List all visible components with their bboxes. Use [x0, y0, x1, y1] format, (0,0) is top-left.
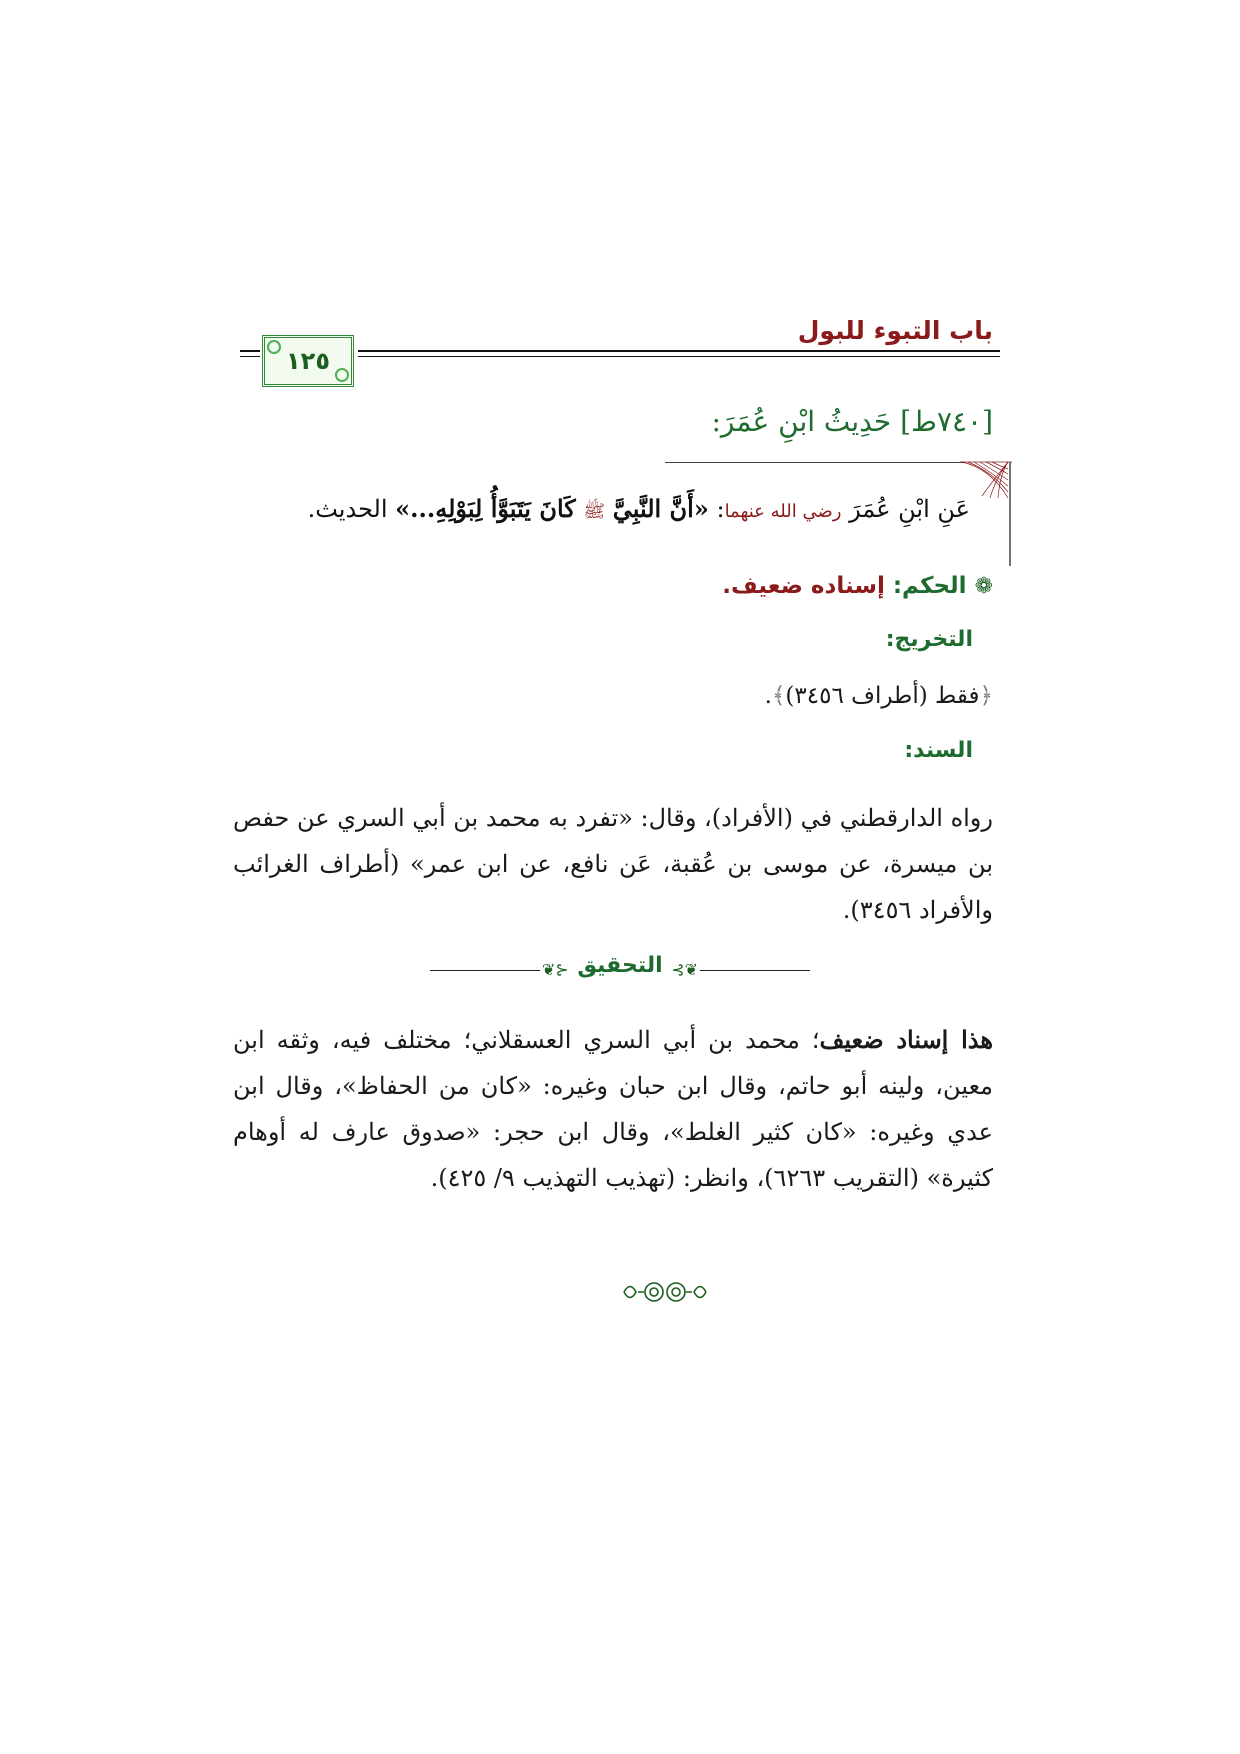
- hadith-text: [308, 494, 970, 526]
- end-ornament-icon: [620, 1277, 710, 1307]
- divider-ornament-left-icon: ⊰❦: [542, 960, 569, 979]
- divider-ornament-right-icon: ❦⊱: [671, 960, 698, 979]
- heading-rule: [665, 462, 965, 463]
- ruling-line: [722, 573, 993, 599]
- tahqiq-body: ؛ محمد بن أبي السري العسقلاني؛ مختلف فيه، وثقه ابن معين، ولينه أبو حاتم، وقال ابن حبان وغيره: «كان من الحفاظ»، وقال ابن عدي وغيره: «كان كثير الغلط»، وقال ابن حجر: «صدوق عارف له أوهام كثيرة» (التقريب ٦٢٦٣)، وانظر: (تهذيب التهذيب ٩/ ٤٢٥).: [233, 1026, 993, 1192]
- takhrij-suffix: .: [764, 683, 772, 709]
- tahqiq-title: التحقيق: [577, 953, 663, 978]
- radiya-allah-glyph: رضي الله عنهما: [724, 501, 842, 522]
- header-rule-left: [240, 350, 260, 352]
- hadith-suffix: الحديث.: [307, 495, 396, 523]
- ruling-value: إسناده ضعيف.: [722, 573, 885, 599]
- page-number-frame: [262, 335, 354, 387]
- bracket-open: ﴿: [979, 683, 993, 709]
- hadith-quote-part2: كَانَ يَتَبَوَّأُ لِبَوْلِهِ...»: [395, 494, 576, 523]
- hadith-heading: [٧٤٠ط] حَدِيثُ ابْنِ عُمَرَ:: [711, 405, 993, 438]
- header-rule-right-2: [358, 356, 1000, 357]
- takhrij-body: فقط (أطراف ٣٤٥٦): [785, 683, 980, 709]
- header-rule-left-2: [240, 356, 260, 357]
- header-rule-right: [358, 350, 1000, 352]
- sanad-paragraph: رواه الدارقطني في (الأفراد)، وقال: «تفرد به محمد بن أبي السري عن حفص بن ميسرة، عن موسى بن عُقبة، عَن نافع، عن ابن عمر» (أطراف الغرائب والأفراد ٣٤٥٦).: [233, 804, 993, 924]
- salutation-glyph: ﷺ: [583, 501, 606, 522]
- hadith-quote-part1: «أَنَّ النَّبِيَّ: [612, 494, 709, 523]
- hadith-narrator: عَنِ ابْنِ عُمَرَ: [849, 495, 970, 523]
- takhrij-text: [765, 683, 993, 709]
- tahqiq-divider: [430, 955, 810, 985]
- ruling-label: الحكم:: [884, 573, 967, 599]
- hadith-colon: :: [708, 495, 725, 523]
- page-number: ١٢٥: [286, 347, 330, 375]
- takhrij-label: التخريج:: [885, 627, 973, 652]
- chapter-title: باب التبوء للبول: [797, 316, 993, 345]
- tahqiq-lead: هذا إسناد ضعيف: [819, 1025, 993, 1054]
- rosette-icon: ❁: [974, 574, 993, 599]
- bracket-close: ﴾: [771, 683, 786, 709]
- sanad-label: السند:: [904, 738, 973, 763]
- tahqiq-paragraph: [233, 1017, 993, 1201]
